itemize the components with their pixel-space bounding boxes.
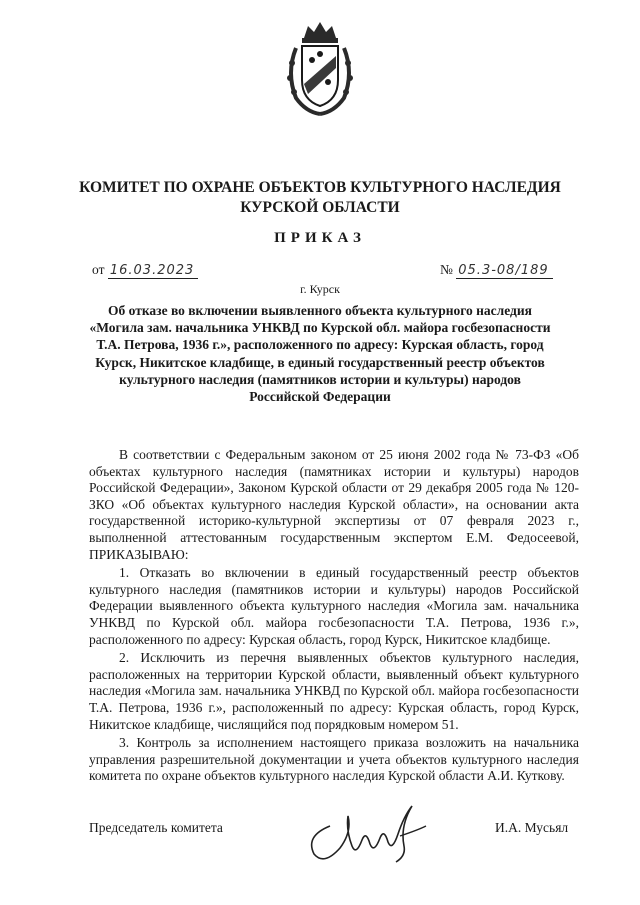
- clause-2: 2. Исключить из перечня выявленных объектов культурного наследия, расположенных на территории Курской области, выявленный объект культурного наследия «Могила зам. начальника УНКВД по Курской обл. майора госбезопасности Т.А. Петрова, 1936 г.», расположенный по адресу: Курская область, город Курск, Никитское кладбище, числящийся под порядковым номером 51.: [89, 650, 579, 732]
- preamble-paragraph: В соответствии с Федеральным законом от 25 июня 2002 года № 73-ФЗ «Об объектах культурного наследия (памятниках истории и культуры) народов Российской Федерации», Законом Курской области от 29 декабря 2005 года № 120-ЗКО «Об объектах культурного наследия Курской области», на основании акта государственной историко-культурной экспертизы от 07 февраля 2023 г., выполненной аттестованным государственным экспертом Е.М. Федосеевой, ПРИКАЗЫВАЮ:: [89, 447, 579, 562]
- handwritten-signature-icon: [300, 796, 440, 868]
- coat-of-arms-icon: [282, 18, 358, 118]
- date-value: 16.03.2023: [108, 264, 198, 279]
- date-prefix: от: [92, 262, 105, 277]
- order-subject: Об отказе во включении выявленного объекта культурного наследия «Могила зам. начальника УНКВД по Курской обл. майора госбезопасности Т.А. Петрова, 1936 г.», расположенного по адресу: Курская область, город Курск, Никитское кладбище, в единый государственный реестр объектов культурного наследия (памятников истории и культуры) народов Российской Федерации: [89, 303, 551, 405]
- clause-1: 1. Отказать во включении в единый государственный реестр объектов культурного наследия (памятников истории и культуры) народов Российской Федерации выявленного объекта культурного наследия «Могила зам. начальника УНКВД по Курской обл. майора госбезопасности Т.А. Петрова, 1936 г.», расположенного по адресу: Курская область, город Курск, Никитское кладбище.: [89, 565, 579, 647]
- order-date: [92, 262, 198, 279]
- city: г. Курск: [300, 282, 340, 296]
- number-value: 05.3-08/189: [456, 264, 552, 279]
- number-prefix: №: [440, 262, 453, 277]
- document-type: ПРИКАЗ: [274, 230, 366, 246]
- signatory-name: И.А. Мусьял: [495, 820, 569, 835]
- order-number: [440, 262, 553, 279]
- organization-title: КОМИТЕТ ПО ОХРАНЕ ОБЪЕКТОВ КУЛЬТУРНОГО НАСЛЕДИЯ КУРСКОЙ ОБЛАСТИ: [79, 179, 561, 216]
- signatory-position: Председатель комитета: [89, 820, 223, 835]
- clause-3: 3. Контроль за исполнением настоящего приказа возложить на начальника управления разрешительной документации и учета объектов культурного наследия комитета по охране объектов культурного наследия Курской области А.И. Куткову.: [89, 735, 579, 784]
- order-body: [89, 447, 579, 787]
